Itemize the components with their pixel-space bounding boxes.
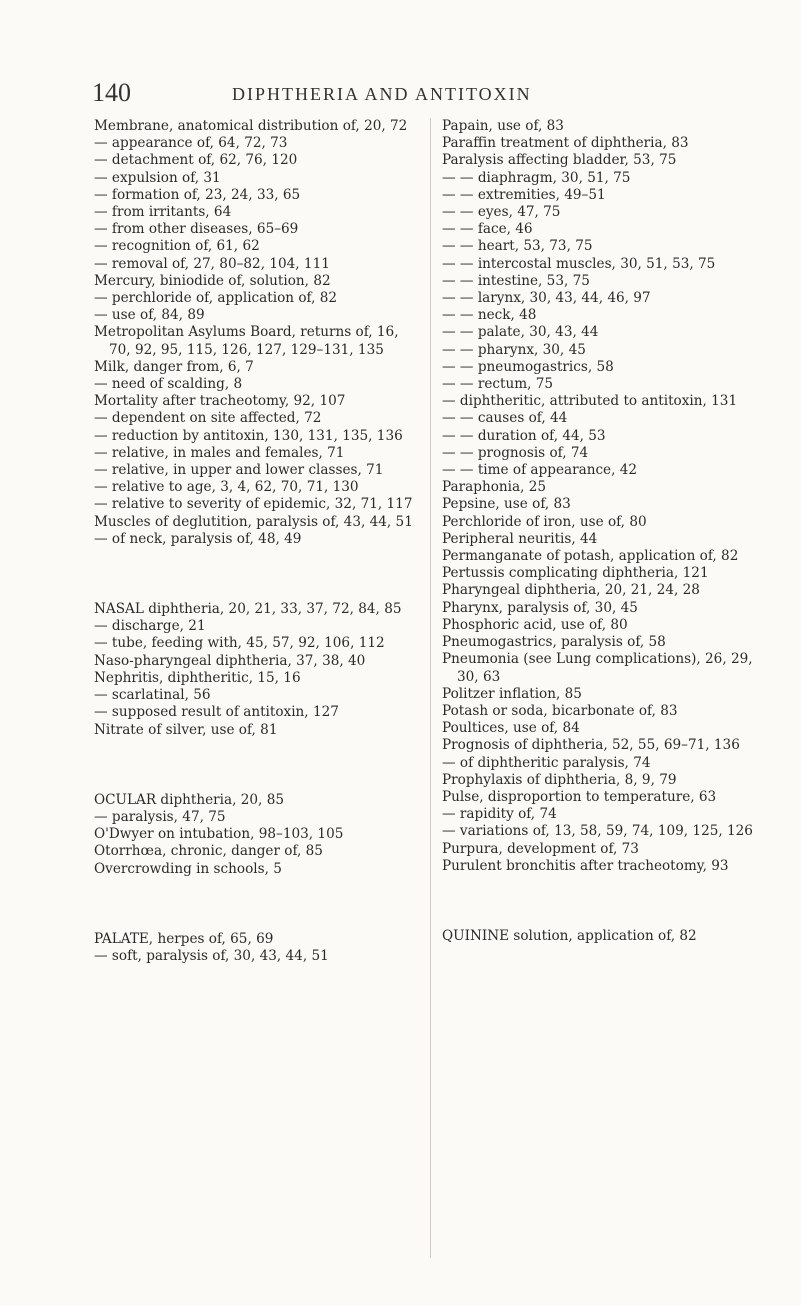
index-entry: — rapidity of, 74 — [442, 806, 557, 823]
index-entry: — discharge, 21 — [94, 618, 206, 635]
section-gap — [94, 894, 424, 915]
section-gap — [94, 564, 424, 585]
index-entry: — scarlatinal, 56 — [94, 687, 211, 704]
index-entry: — detachment of, 62, 76, 120 — [94, 152, 298, 169]
index-entry: — of diphtheritic paralysis, 74 — [442, 754, 651, 771]
index-entry: Peripheral neuritis, 44 — [442, 530, 598, 547]
index-entry: Prognosis of diphtheria, 52, 55, 69–71, 136 — [442, 737, 740, 754]
index-entry: — — neck, 48 — [442, 307, 537, 324]
index-entry: — — intestine, 53, 75 — [442, 272, 590, 289]
index-entry: — relative to age, 3, 4, 62, 70, 71, 130 — [94, 479, 359, 496]
index-entry: Paraphonia, 25 — [442, 479, 547, 496]
index-entry: Purpura, development of, 73 — [442, 840, 639, 857]
index-entry: Purulent bronchitis after tracheotomy, 93 — [442, 857, 729, 874]
index-entry: Paraffin treatment of diphtheria, 83 — [442, 135, 689, 152]
index-entry: — — pharynx, 30, 45 — [442, 341, 586, 358]
index-entry: — tube, feeding with, 45, 57, 92, 106, 112 — [94, 635, 385, 652]
index-entry: Politzer inflation, 85 — [442, 685, 582, 702]
index-entry: Nephritis, diphtheritic, 15, 16 — [94, 669, 301, 686]
index-entry: — from other diseases, 65–69 — [94, 221, 299, 238]
index-entry: OCULAR diphtheria, 20, 85 — [94, 791, 285, 808]
index-entry: — — pneumogastrics, 58 — [442, 358, 614, 375]
index-entry: PALATE, herpes of, 65, 69 — [94, 930, 274, 947]
index-entry: Muscles of deglutition, paralysis of, 43, 44, 51 — [94, 513, 413, 530]
index-entry: — need of scalding, 8 — [94, 376, 243, 393]
page-number: 140 — [92, 78, 131, 107]
index-entry: — — time of appearance, 42 — [442, 462, 638, 479]
index-entry: Mercury, biniodide of, solution, 82 — [94, 272, 331, 289]
index-entry: — — palate, 30, 43, 44 — [442, 324, 599, 341]
index-entry: Paralysis affecting bladder, 53, 75 — [442, 152, 677, 169]
index-entry: QUININE solution, application of, 82 — [442, 927, 697, 944]
index-entry: Nitrate of silver, use of, 81 — [94, 721, 278, 738]
index-entry: — — face, 46 — [442, 221, 533, 238]
index-entry: — — intercostal muscles, 30, 51, 53, 75 — [442, 255, 716, 272]
index-entry: NASAL diphtheria, 20, 21, 33, 37, 72, 84, 85 — [94, 601, 402, 618]
index-entry: — — larynx, 30, 43, 44, 46, 97 — [442, 290, 651, 307]
index-entry: — relative, in upper and lower classes, 71 — [94, 462, 384, 479]
index-entry: Naso-pharyngeal diphtheria, 37, 38, 40 — [94, 652, 366, 669]
index-entry: — supposed result of antitoxin, 127 — [94, 704, 339, 721]
index-entry: — formation of, 23, 24, 33, 65 — [94, 186, 301, 203]
index-entry: Pneumogastrics, paralysis of, 58 — [442, 634, 666, 651]
section-gap — [94, 755, 424, 776]
section-gap — [442, 891, 772, 912]
index-entry: Mortality after tracheotomy, 92, 107 — [94, 393, 346, 410]
index-entry: Pertussis complicating diphtheria, 121 — [442, 565, 709, 582]
index-entry: Potash or soda, bicarbonate of, 83 — [442, 702, 678, 719]
index-entry: Overcrowding in schools, 5 — [94, 860, 282, 877]
index-entry: — appearance of, 64, 72, 73 — [94, 135, 288, 152]
index-column-left — [94, 118, 424, 965]
index-entry: — — prognosis of, 74 — [442, 444, 589, 461]
index-entry: Milk, danger from, 6, 7 — [94, 358, 254, 375]
index-entry: — — rectum, 75 — [442, 376, 554, 393]
running-head: DIPHTHERIA AND ANTITOXIN — [232, 84, 532, 104]
index-entry: — — heart, 53, 73, 75 — [442, 238, 593, 255]
index-entry: — expulsion of, 31 — [94, 169, 221, 186]
index-entry: Papain, use of, 83 — [442, 118, 564, 134]
index-entry: — use of, 84, 89 — [94, 307, 205, 324]
index-entry: — — extremities, 49–51 — [442, 186, 606, 203]
index-entry: Membrane, anatomical distribution of, 20, 72 — [94, 118, 408, 134]
index-entry: — of neck, paralysis of, 48, 49 — [94, 530, 302, 547]
index-entry: — paralysis, 47, 75 — [94, 808, 226, 825]
index-entry: Metropolitan Asylums Board, returns of, 16, 70, 92, 95, 115, 126, 127, 129–131, 135 — [94, 324, 399, 358]
page-header — [92, 78, 712, 118]
index-entry: — variations of, 13, 58, 59, 74, 109, 125, 126 — [442, 823, 753, 840]
index-entry: Perchloride of iron, use of, 80 — [442, 513, 647, 530]
index-entry: Permanganate of potash, application of, 82 — [442, 548, 739, 565]
index-entry: — relative to severity of epidemic, 32, 71, 117 — [94, 496, 413, 513]
index-entry: — relative, in males and females, 71 — [94, 444, 345, 461]
index-entry: Pepsine, use of, 83 — [442, 496, 571, 513]
index-entry: — recognition of, 61, 62 — [94, 238, 260, 255]
index-entry: — — eyes, 47, 75 — [442, 204, 561, 221]
index-entry: — — causes of, 44 — [442, 410, 568, 427]
index-entry: Prophylaxis of diphtheria, 8, 9, 79 — [442, 771, 677, 788]
index-entry: — removal of, 27, 80–82, 104, 111 — [94, 255, 330, 272]
index-entry: — perchloride of, application of, 82 — [94, 290, 338, 307]
index-entry: — dependent on site affected, 72 — [94, 410, 322, 427]
index-entry: Pharyngeal diphtheria, 20, 21, 24, 28 — [442, 582, 700, 599]
index-entry: Pulse, disproportion to temperature, 63 — [442, 788, 717, 805]
index-entry: — from irritants, 64 — [94, 204, 232, 221]
index-entry: — reduction by antitoxin, 130, 131, 135, 136 — [94, 427, 403, 444]
index-entry: Otorrhœa, chronic, danger of, 85 — [94, 843, 323, 860]
column-divider — [430, 118, 431, 1258]
index-entry: — diphtheritic, attributed to antitoxin, 131 — [442, 393, 738, 410]
index-entry: — soft, paralysis of, 30, 43, 44, 51 — [94, 947, 329, 964]
index-entry: Pneumonia (see Lung complications), 26, 29, 30, 63 — [442, 651, 753, 685]
index-entry: Phosphoric acid, use of, 80 — [442, 616, 628, 633]
index-entry: — — duration of, 44, 53 — [442, 427, 606, 444]
index-entry: Pharynx, paralysis of, 30, 45 — [442, 599, 638, 616]
index-entry: Poultices, use of, 84 — [442, 720, 580, 737]
index-entry: O'Dwyer on intubation, 98–103, 105 — [94, 826, 344, 843]
index-column-right — [442, 118, 772, 945]
index-entry: — — diaphragm, 30, 51, 75 — [442, 169, 631, 186]
